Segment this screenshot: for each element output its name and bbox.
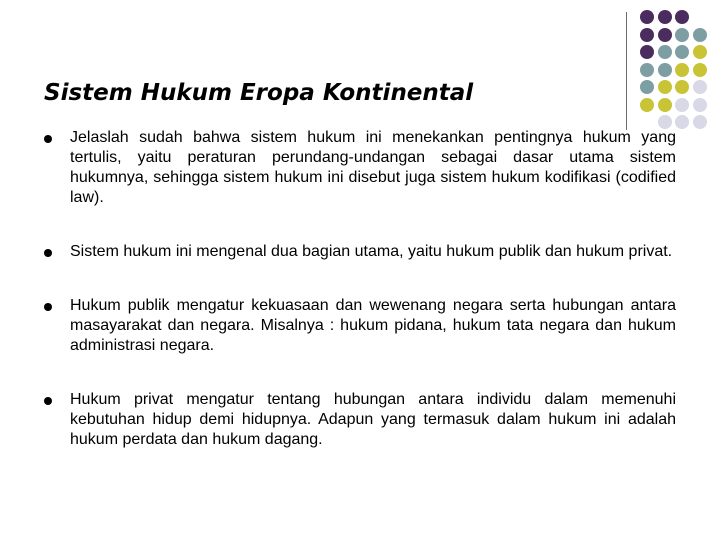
decorative-dot (693, 98, 707, 112)
decorative-dot (675, 80, 689, 94)
decorative-dot (658, 45, 672, 59)
decorative-dot (675, 45, 689, 59)
bullet-dot-icon (44, 135, 52, 143)
decorative-dot (640, 80, 654, 94)
decorative-dot (640, 63, 654, 77)
bullet-item (44, 296, 676, 356)
decorative-dot (658, 10, 672, 24)
bullet-item (44, 390, 676, 450)
bullet-dot-icon (44, 397, 52, 405)
decorative-dot-grid (636, 0, 720, 130)
decorative-dot (658, 63, 672, 77)
bullet-text: Jelaslah sudah bahwa sistem hukum ini menekankan pentingnya hukum yang tertulis, yaitu peraturan perundang-undangan sebagai dasar utama sistem hukumnya, sehingga sistem hukum ini disebut juga sistem hukum kodifikasi (codified law). (70, 129, 676, 206)
decorative-dot (658, 115, 672, 129)
decorative-dot (640, 98, 654, 112)
decorative-dot (658, 80, 672, 94)
decorative-dot (675, 98, 689, 112)
decorative-dot (640, 28, 654, 42)
slide-title: Sistem Hukum Eropa Kontinental (44, 80, 474, 106)
bullet-text: Hukum publik mengatur kekuasaan dan wewenang negara serta hubungan antara masayarakat dan negara. Misalnya : hukum pidana, hukum tata negara dan hukum administrasi negara. (70, 297, 676, 354)
decorative-dot (640, 10, 654, 24)
decorative-dot (693, 63, 707, 77)
decorative-dot (675, 10, 689, 24)
decorative-dot (675, 28, 689, 42)
decorative-dot (693, 80, 707, 94)
decorative-dot (658, 98, 672, 112)
bullet-dot-icon (44, 303, 52, 311)
bullet-item (44, 128, 676, 208)
decorative-dot (693, 45, 707, 59)
bullet-item (44, 242, 676, 262)
decorative-dot (693, 28, 707, 42)
bullet-text: Hukum privat mengatur tentang hubungan antara individu dalam memenuhi kebutuhan hidup demi hidupnya. Adapun yang termasuk dalam hukum ini adalah hukum perdata dan hukum dagang. (70, 391, 676, 448)
decorative-dot (675, 115, 689, 129)
divider-line (626, 12, 627, 130)
bullet-dot-icon (44, 249, 52, 257)
decorative-dot (640, 45, 654, 59)
decorative-dot (693, 115, 707, 129)
bullet-text: Sistem hukum ini mengenal dua bagian utama, yaitu hukum publik dan hukum privat. (70, 243, 673, 260)
decorative-dot (675, 63, 689, 77)
bullet-list (44, 128, 676, 450)
decorative-dot (658, 28, 672, 42)
